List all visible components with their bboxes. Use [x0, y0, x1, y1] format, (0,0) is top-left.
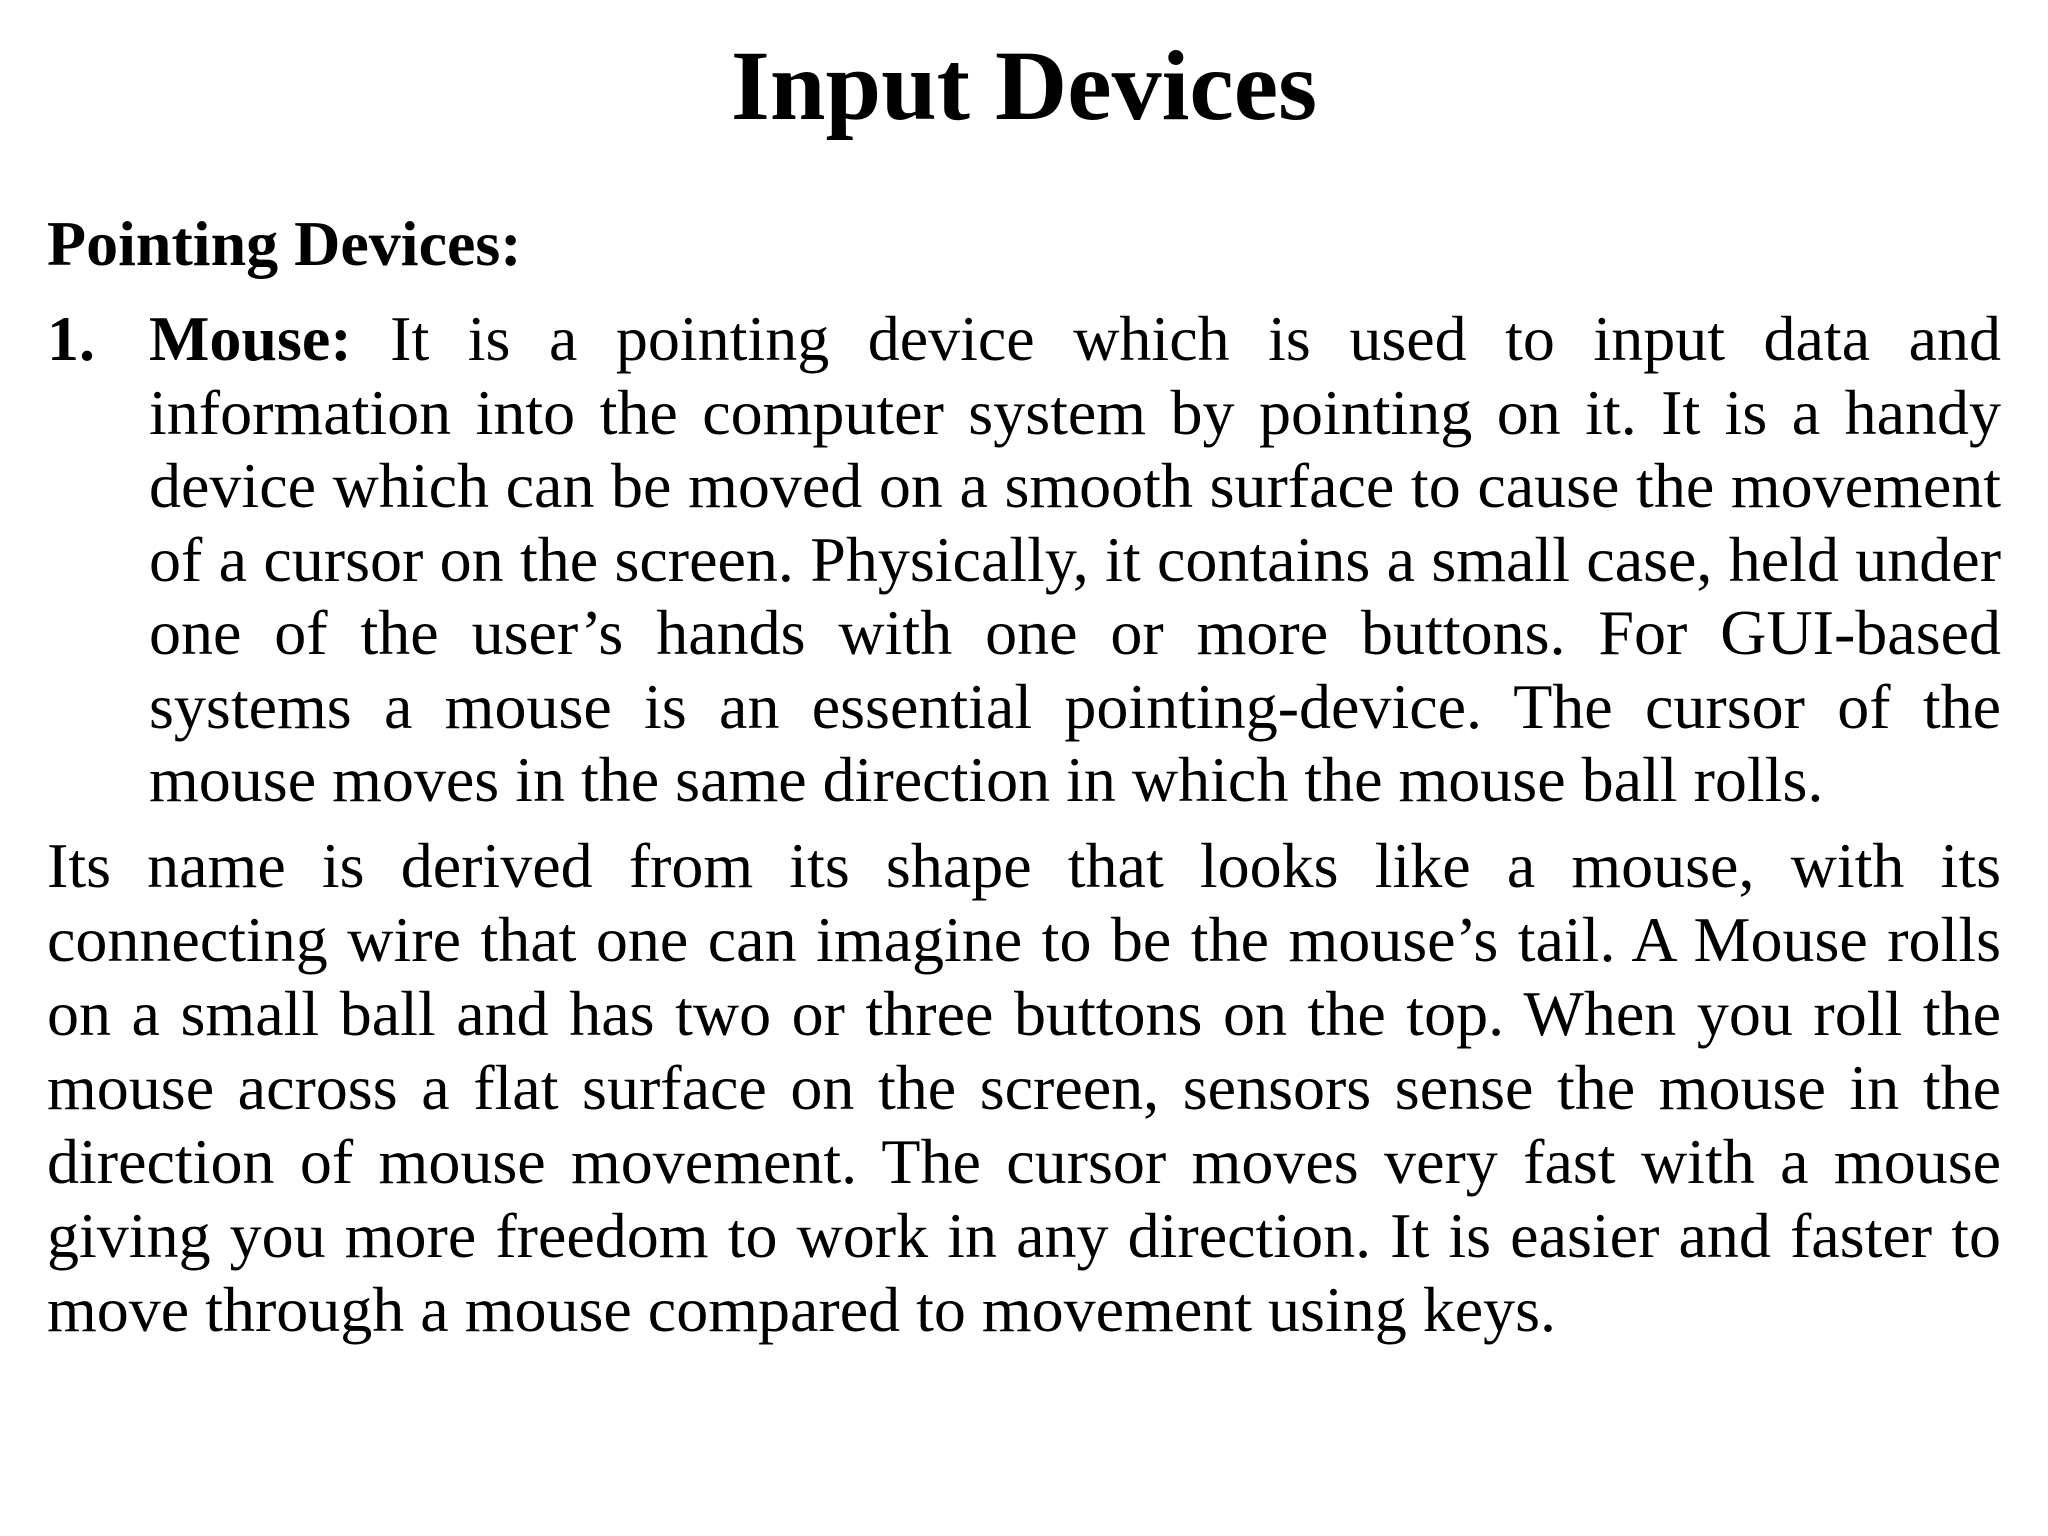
- list-item-text: It is a pointing device which is used to input data and information into the computer system by pointing on it. It is a handy device which can be moved on a smooth surface to cause the movement of a cursor on the screen. Physically, it contains a small case, held under one of the user’s hands with one or more buttons. For GUI-based systems a mouse is an essential pointing-device. The cursor of the mouse moves in the same direction in which the mouse ball rolls.: [149, 303, 2002, 815]
- body-paragraph: Its name is derived from its shape that looks like a mouse, with its connecting wire that one can imagine to be the mouse’s tail. A Mouse rolls on a small ball and has two or three buttons on the top. When you roll the mouse across a flat surface on the screen, sensors sense the mouse in the direction of mouse movement. The cursor moves very fast with a mouse giving you more freedom to work in any direction. It is easier and faster to move through a mouse compared to movement using keys.: [47, 829, 2001, 1345]
- section-heading: Pointing Devices:: [47, 208, 522, 279]
- list-item: [47, 302, 2001, 817]
- list-item-term: Mouse:: [149, 303, 391, 374]
- page-title: Input Devices: [730, 30, 1318, 141]
- numbered-list: [47, 302, 2001, 817]
- list-item-number: 1.: [47, 303, 95, 374]
